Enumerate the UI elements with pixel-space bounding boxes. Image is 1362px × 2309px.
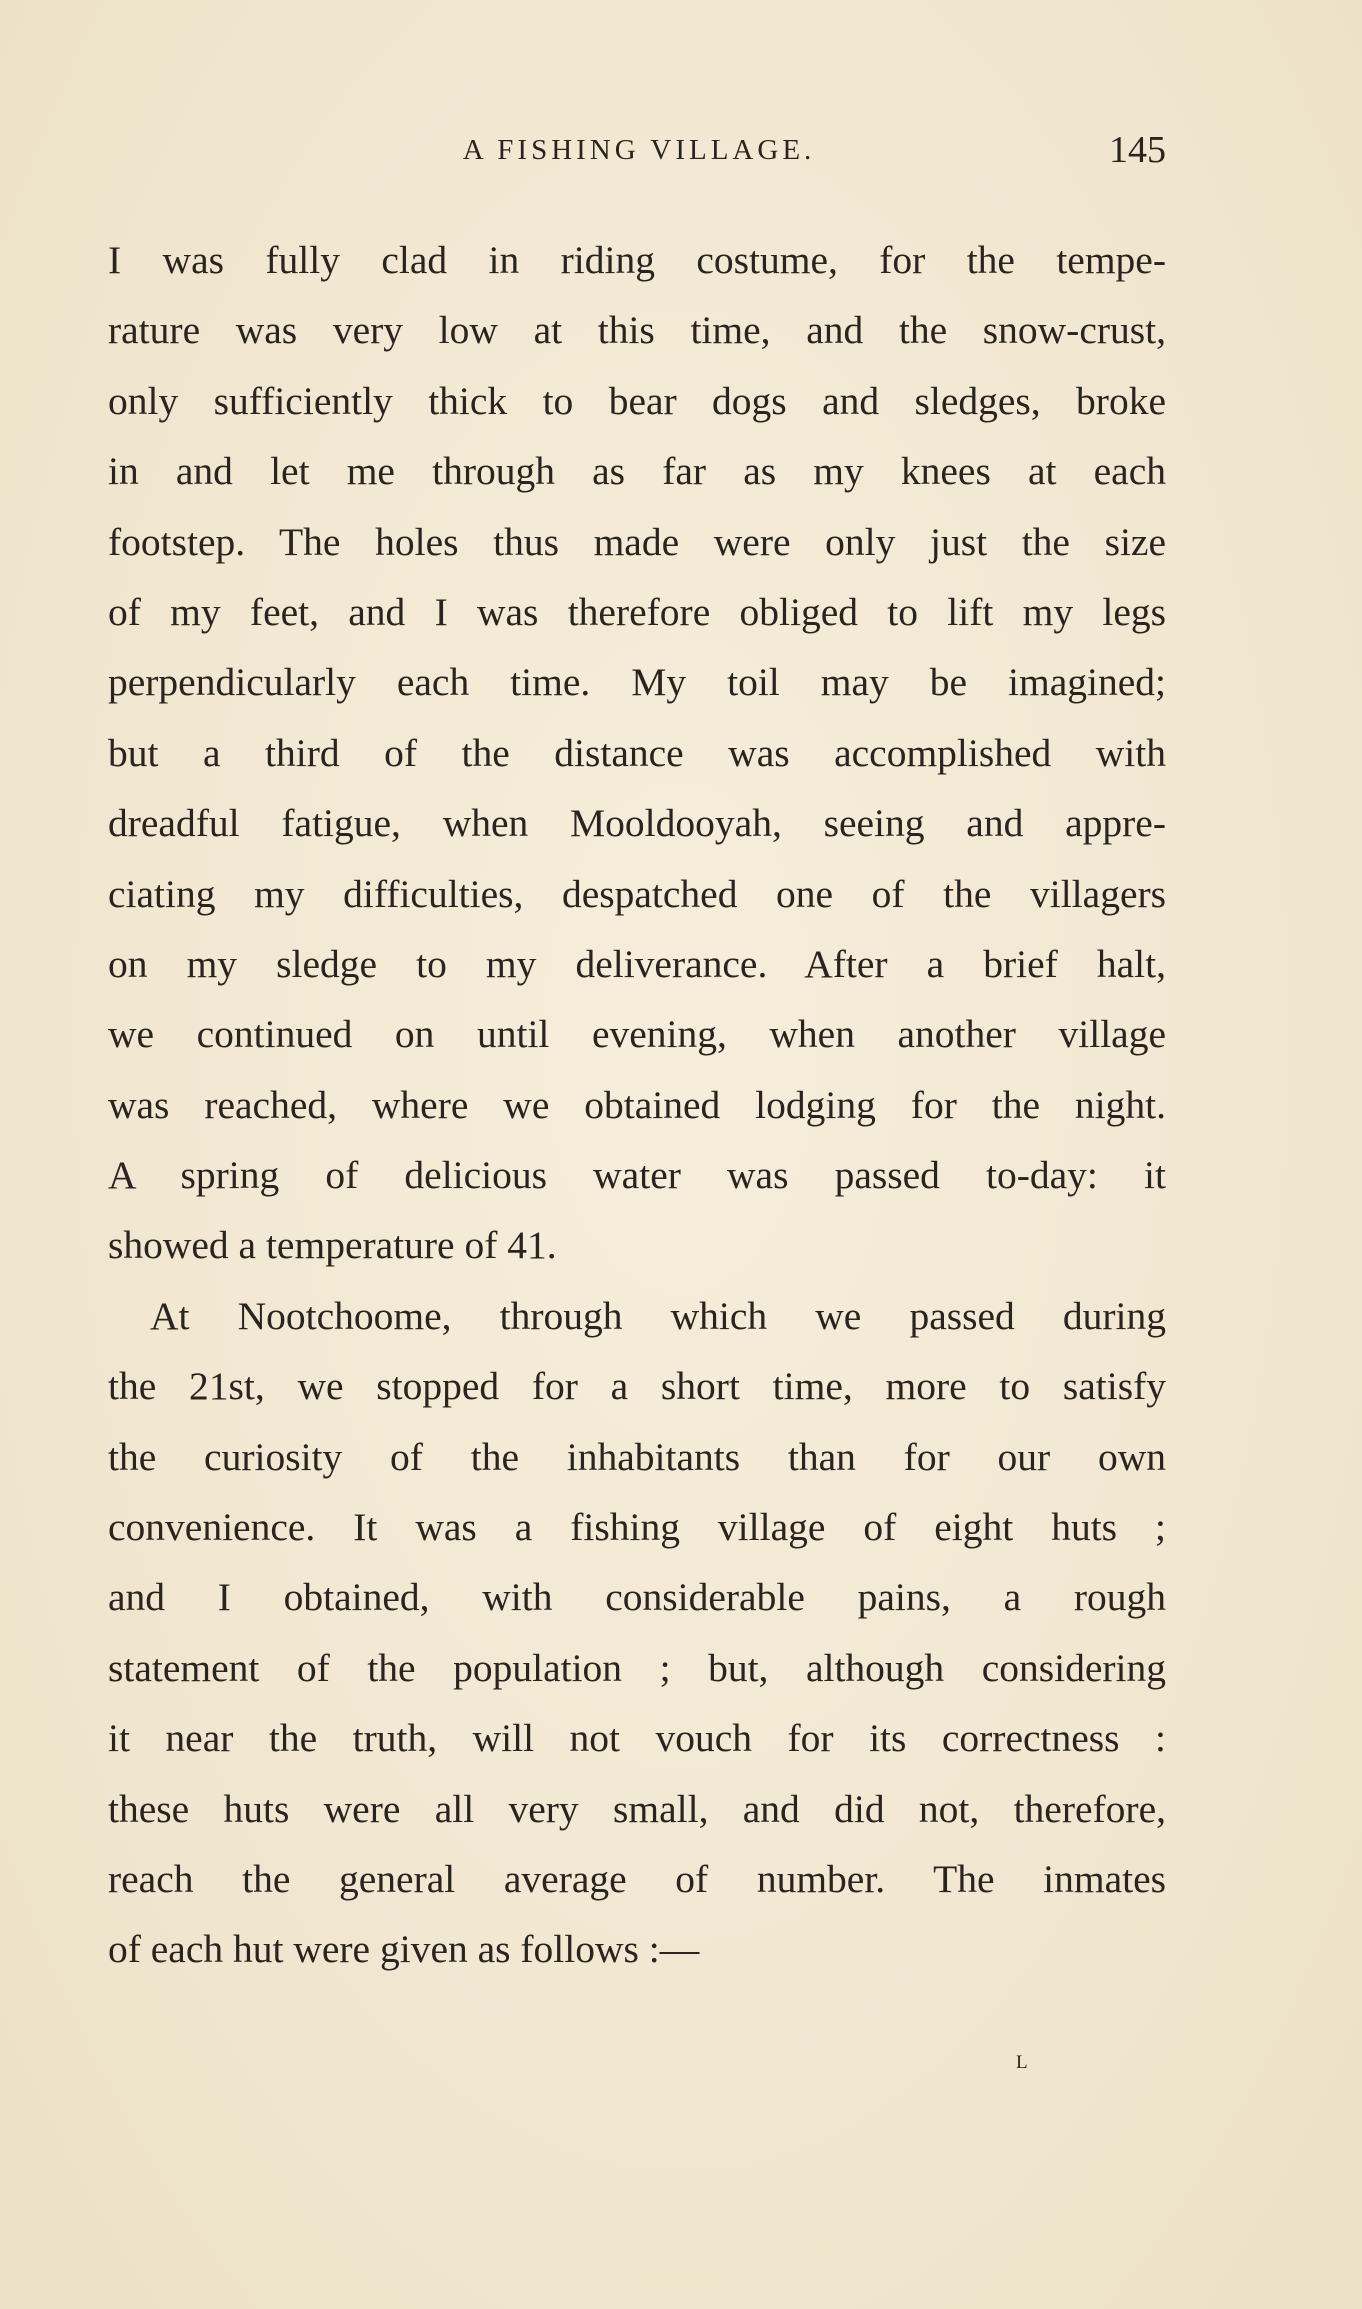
text-line: in and let me through as far as my knees at each — [108, 449, 1166, 494]
text-line: showed a temperature of 41. — [108, 1223, 557, 1268]
text-line: only sufficiently thick to bear dogs and sledges, broke — [108, 378, 1166, 423]
page-number: 145 — [1109, 129, 1166, 171]
text-line: but a third of the distance was accomplished with — [108, 730, 1166, 775]
text-line: ciating my difficulties, despatched one of the villagers — [108, 871, 1166, 916]
text-line: rature was very low at this time, and the snow-crust, — [108, 308, 1166, 353]
text-line: we continued on until evening, when another village — [108, 1012, 1166, 1057]
signature-mark: L — [1016, 2052, 1029, 2073]
text-line: perpendicularly each time. My toil may be imagined; — [108, 660, 1166, 705]
text-line: of each hut were given as follows :— — [108, 1927, 700, 1972]
body-text — [108, 225, 1166, 1985]
text-line: reach the general average of number. The inmates — [108, 1856, 1166, 1901]
text-line: I was fully clad in riding costume, for the tempe- — [108, 238, 1166, 282]
text-line: on my sledge to my deliverance. After a brief halt, — [108, 941, 1166, 986]
running-head — [108, 128, 1166, 188]
text-line: dreadful fatigue, when Mooldooyah, seeing and appre- — [108, 801, 1166, 846]
text-line: convenience. It was a fishing village of eight huts ; — [108, 1505, 1166, 1550]
text-line: At Nootchoome, through which we passed during — [150, 1293, 1166, 1338]
text-line: these huts were all very small, and did not, therefore, — [108, 1786, 1166, 1831]
text-line: and I obtained, with considerable pains, a rough — [108, 1575, 1166, 1620]
text-line: the 21st, we stopped for a short time, more to satisfy — [108, 1364, 1166, 1409]
text-line: was reached, where we obtained lodging for the night. — [108, 1082, 1166, 1127]
running-title: A FISHING VILLAGE. — [462, 134, 816, 166]
text-line: A spring of delicious water was passed to-day: it — [108, 1153, 1166, 1198]
text-line: statement of the population ; but, although considering — [108, 1645, 1166, 1690]
text-line: of my feet, and I was therefore obliged to lift my legs — [108, 589, 1166, 634]
text-line: the curiosity of the inhabitants than for our own — [108, 1434, 1166, 1479]
text-line: footstep. The holes thus made were only just the size — [108, 519, 1166, 564]
text-line: it near the truth, will not vouch for its correctness : — [108, 1716, 1166, 1761]
